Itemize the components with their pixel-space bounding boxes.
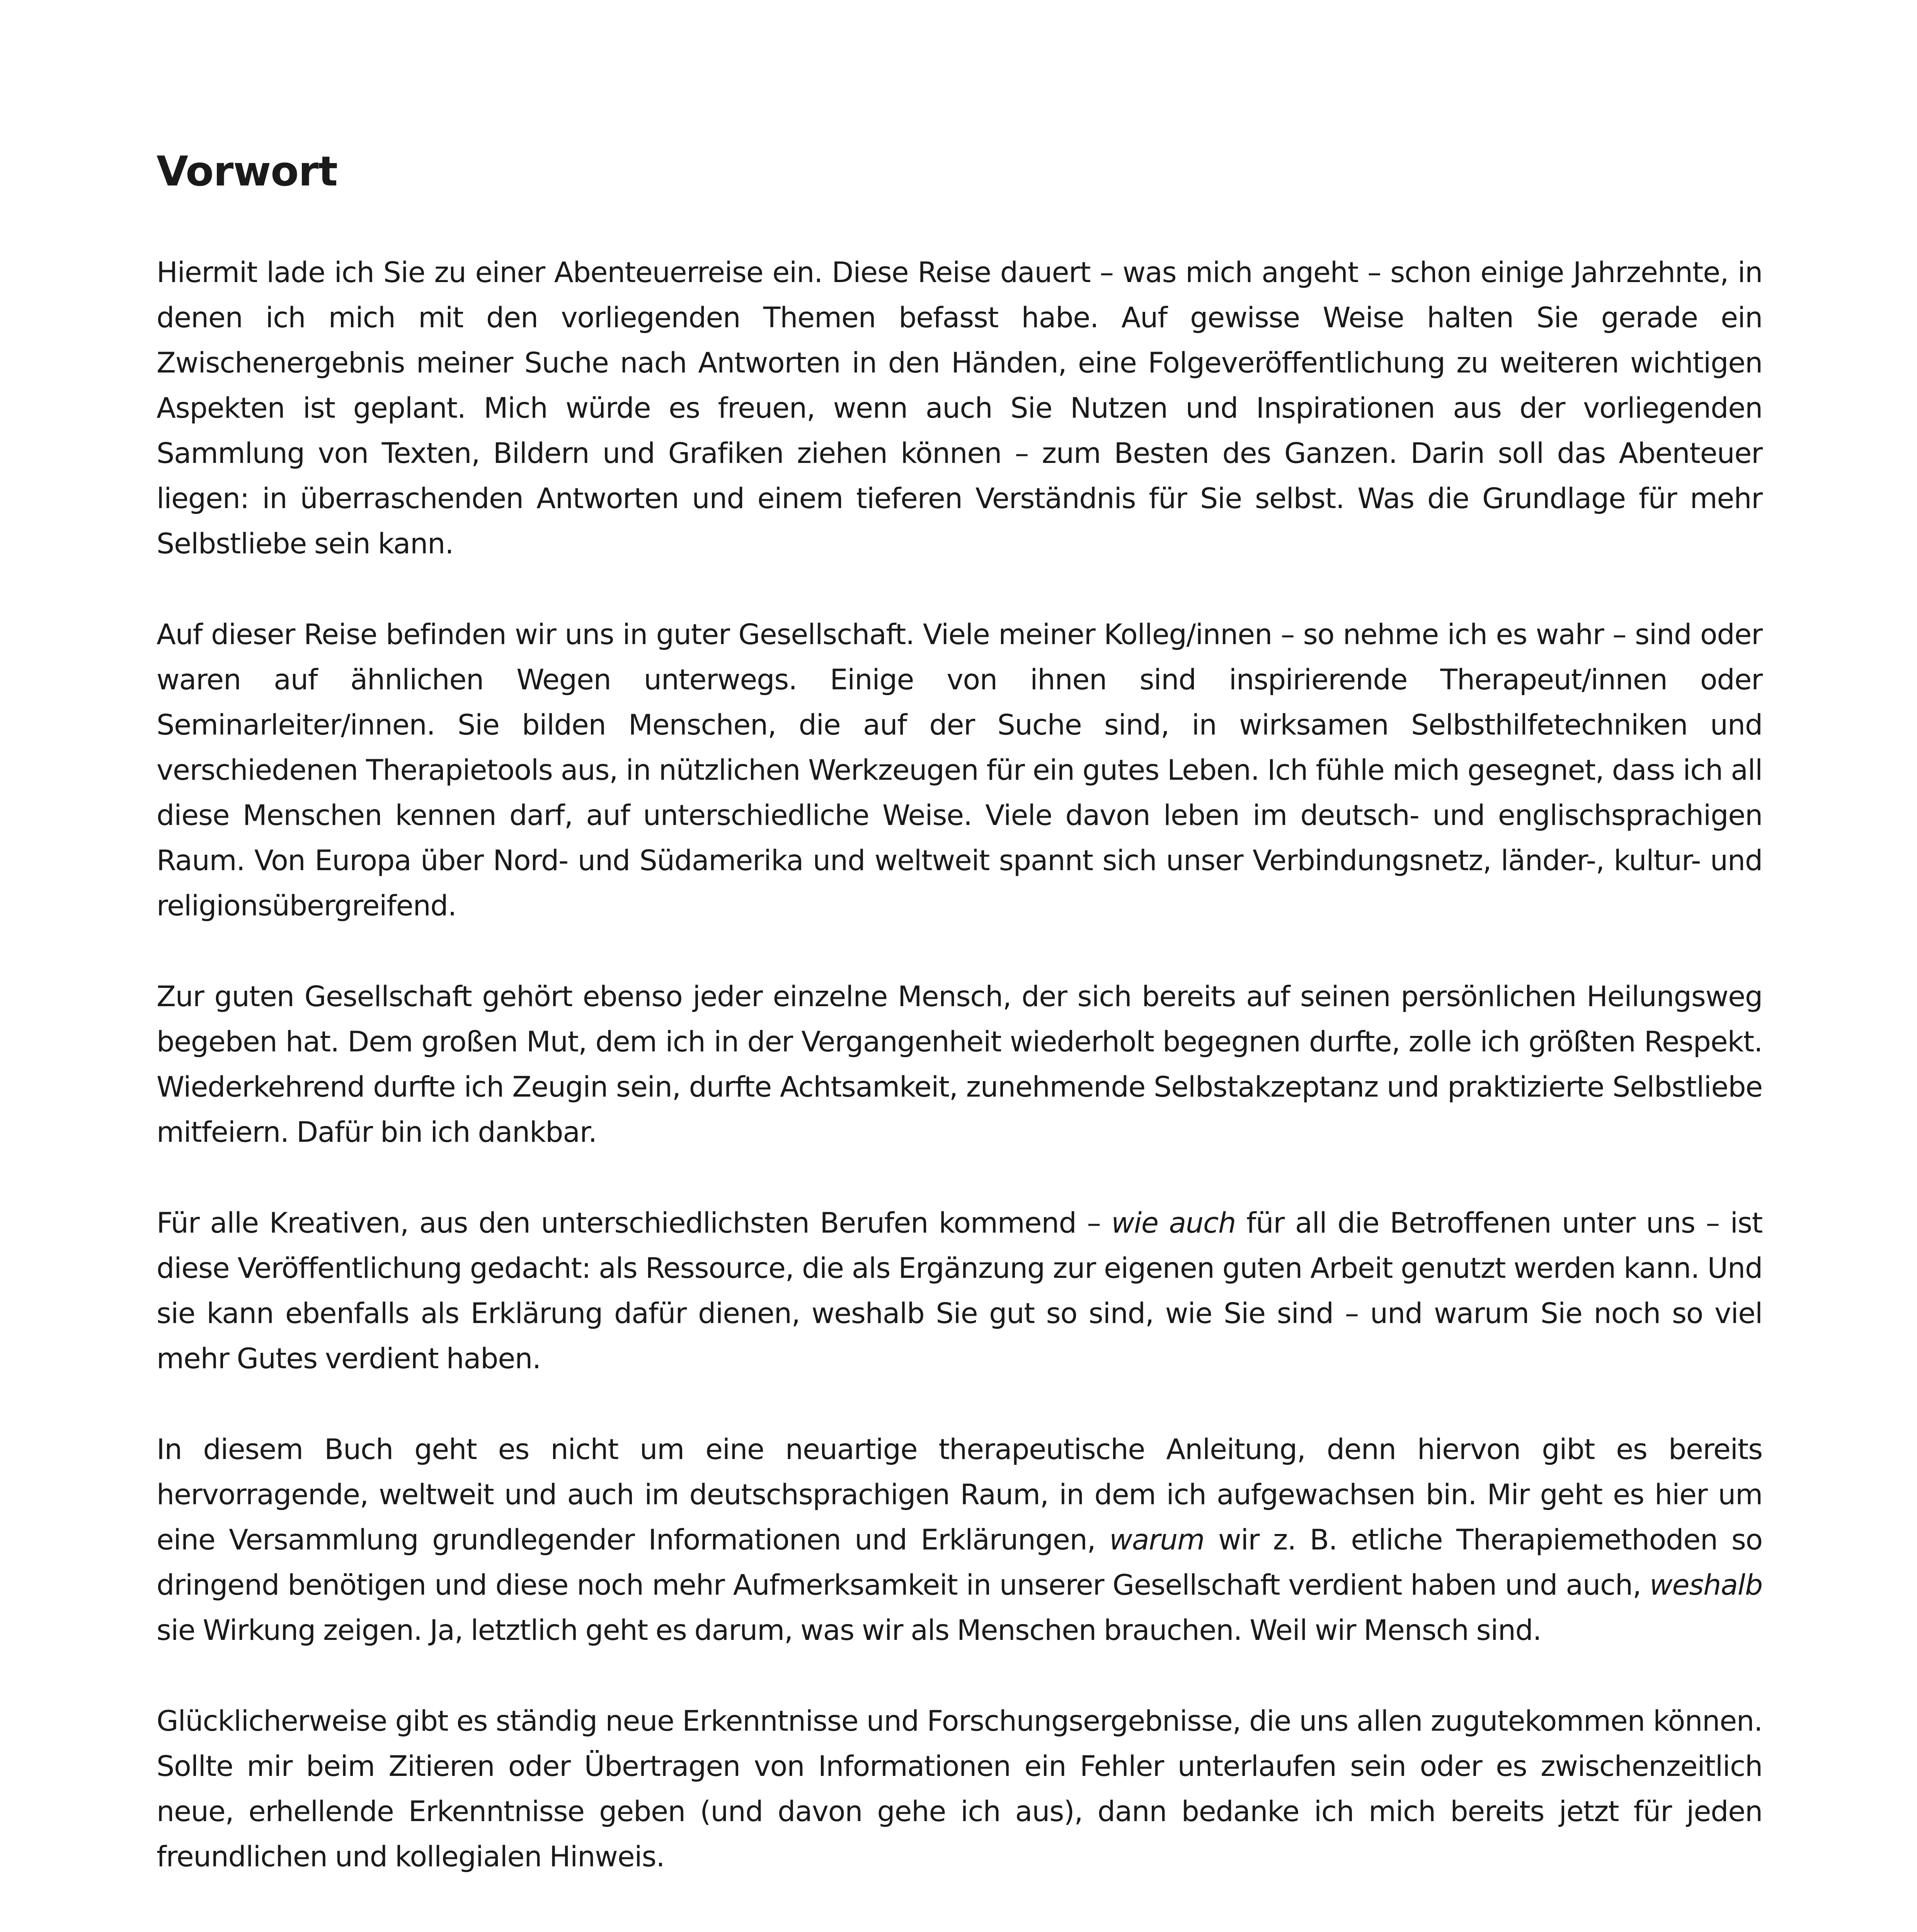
paragraph-2: Auf dieser Reise befinden wir uns in guter Gesellschaft. Viele meiner Kolleg/innen – so nehme ich es wahr – sind oder waren auf ähnlichen Wegen unterwegs. Einige von ihnen sind inspirierende Therapeut/innen oder Seminarleiter/innen. Sie bilden Menschen, die auf der Suche sind, in wirksamen Selbsthilfetechniken und verschiedenen Therapietools aus, in nützlichen Werkzeugen für ein gutes Leben. Ich fühle mich gesegnet, dass ich all diese Menschen kennen darf, auf unterschiedliche Weise. Viele davon leben im deutsch- und englischsprachigen Raum. Von Europa über Nord- und Südamerika und weltweit spannt sich unser Verbindungsnetz, länder-, kultur- und religionsübergreifend. bbox=[157, 618, 1762, 923]
paragraph-5-text-middle: wir z. B. etliche Therapiemethoden so dringend benötigen und diese noch mehr Aufmerksamkeit in unserer Gesellschaft verdient haben und auch, bbox=[157, 1524, 1763, 1602]
page-content bbox=[157, 147, 1762, 1932]
paragraph-5-emphasis-2: weshalb bbox=[1650, 1569, 1762, 1602]
paragraph-4-emphasis: wie auch bbox=[1111, 1207, 1236, 1240]
paragraph-4-text-before: Für alle Kreativen, aus den unterschiedlichsten Berufen kommend – bbox=[157, 1207, 1112, 1240]
paragraph-6: Glücklicherweise gibt es ständig neue Erkenntnisse und Forschungsergebnisse, die uns allen zugutekommen können. Sollte mir beim Zitieren oder Übertragen von Informationen ein Fehler unterlaufen sein oder es zwischenzeitlich neue, erhellende Erkenntnisse geben (und davon gehe ich aus), dann bedanke ich mich bereits jetzt für jeden freundlichen und kollegialen Hinweis. bbox=[157, 1705, 1762, 1874]
paragraph-7 bbox=[157, 1925, 1762, 1932]
paragraph-1: Hiermit lade ich Sie zu einer Abenteuerreise ein. Diese Reise dauert – was mich angeht – schon einige Jahrzehnte, in denen ich mich mit den vorliegenden Themen befasst habe. Auf gewisse Weise halten Sie gerade ein Zwischenergebnis meiner Suche nach Antworten in den Händen, eine Folgeveröffentlichung zu weiteren wichtigen Aspekten ist geplant. Mich würde es freuen, wenn auch Sie Nutzen und Inspirationen aus der vorliegenden Sammlung von Texten, Bildern und Grafiken ziehen können – zum Besten des Ganzen. Darin soll das Abenteuer liegen: in überraschenden Antworten und einem tieferen Verständnis für Sie selbst. Was die Grundlage für mehr Selbstliebe sein kann. bbox=[157, 256, 1762, 561]
paragraph-5-emphasis: warum bbox=[1109, 1524, 1205, 1557]
paragraph-4-text-after: für all die Betroffenen unter uns – ist diese Veröffentlichung gedacht: als Ressource, die als Ergänzung zur eigenen guten Arbeit genutzt werden kann. Und sie kann ebenfalls als Erklärung dafür dienen, weshalb Sie gut so sind, wie Sie sind – und warum Sie noch so viel mehr Gutes verdient haben. bbox=[157, 1207, 1762, 1376]
page-title: Vorwort bbox=[157, 148, 338, 195]
paragraph-5-text-before: In diesem Buch geht es nicht um eine neuartige therapeutische Anleitung, denn hiervon gibt es bereits hervorragende, weltweit und auch im deutschsprachigen Raum, in dem ich aufgewachsen bin. Mir geht es hier um eine Versammlung grundlegender Informationen und Erklärungen, bbox=[157, 1433, 1762, 1557]
paragraph-5 bbox=[157, 1427, 1762, 1653]
paragraph-4 bbox=[157, 1201, 1762, 1381]
paragraph-5-text-after: sie Wirkung zeigen. Ja, letztlich geht es darum, was wir als Menschen brauchen. Weil wir Mensch sind. bbox=[157, 1614, 1541, 1647]
paragraph-3: Zur guten Gesellschaft gehört ebenso jeder einzelne Mensch, der sich bereits auf seinen persönlichen Heilungsweg begeben hat. Dem großen Mut, dem ich in der Vergangenheit wiederholt begegnen durfte, zolle ich größten Respekt. Wiederkehrend durfte ich Zeugin sein, durfte Achtsamkeit, zunehmende Selbstakzeptanz und praktizierte Selbstliebe mitfeiern. Dafür bin ich dankbar. bbox=[157, 980, 1762, 1149]
